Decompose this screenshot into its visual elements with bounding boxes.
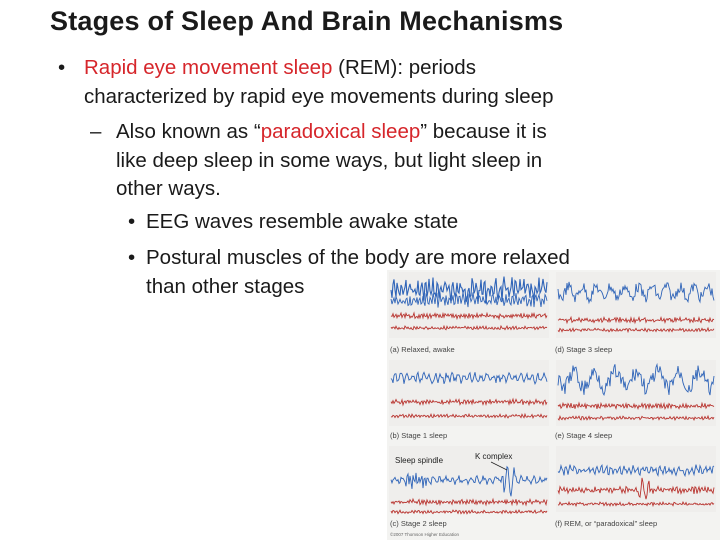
figure-copyright: ©2007 Thomson Higher Education [390, 532, 460, 537]
label-k-complex: K complex [475, 452, 513, 461]
eog-trace-stage2 [391, 510, 547, 514]
caption-awake: (a) Relaxed, awake [390, 345, 455, 354]
emg-trace-stage1 [391, 399, 547, 405]
bullet-1-line-2: characterized by rapid eye movements during sleep [84, 85, 554, 108]
eeg-trace-stage2 [391, 467, 547, 497]
emg-trace-stage2 [391, 499, 547, 505]
bullet-1-line-1 [84, 58, 476, 79]
bullet-3-marker: • [128, 210, 136, 233]
bullet-2-marker: – [90, 120, 102, 143]
eeg-traces [387, 270, 720, 540]
caption-stage1: (b) Stage 1 sleep [390, 431, 448, 440]
emg-trace-stage3 [558, 317, 714, 323]
caption-stage3: (d) Stage 3 sleep [555, 345, 613, 354]
eeg-figure [387, 270, 720, 540]
bullet-4-marker: • [128, 246, 136, 269]
bullet-2-line-3: other ways. [116, 177, 221, 200]
eog-trace-awake [391, 326, 547, 330]
bullet-4-line-1: Postural muscles of the body are more relaxed [146, 246, 570, 269]
bullet-2-line-2: like deep sleep in some ways, but light sleep in [116, 149, 543, 172]
term-rem: Rapid eye movement sleep [84, 56, 333, 79]
eeg-trace-stage4 [558, 364, 714, 395]
caption-rem: (f) REM, or “paradoxical” sleep [555, 519, 658, 528]
eog-trace-stage1 [391, 414, 547, 418]
emg-trace-stage4 [558, 403, 714, 409]
eog-trace-rem [558, 502, 714, 506]
bullet-1-rest: (REM): periods [332, 56, 476, 79]
emg-trace-awake [391, 313, 547, 319]
caption-stage2: (c) Stage 2 sleep [390, 519, 447, 528]
bullet-1-marker: • [58, 56, 66, 79]
bullet-2-pre: Also known as “ [116, 120, 261, 143]
k-complex-pointer [491, 462, 507, 470]
eeg-trace-stage1 [391, 372, 547, 384]
bullet-3-text: EEG waves resemble awake state [146, 210, 459, 233]
label-sleep-spindle: Sleep spindle [395, 456, 444, 465]
eeg-trace-rem [558, 465, 714, 476]
bullet-4-line-2: than other stages [146, 275, 305, 298]
caption-stage4: (e) Stage 4 sleep [555, 431, 613, 440]
eog-trace-stage4 [558, 416, 714, 420]
bullet-2-post: ” because it is [420, 120, 547, 143]
eeg-trace-stage3 [558, 282, 714, 303]
bullet-2-line-1 [116, 122, 547, 143]
eeg-trace-awake-2 [391, 292, 547, 307]
emg-trace-rem [558, 478, 714, 499]
slide-title: Stages of Sleep And Brain Mechanisms [50, 6, 564, 36]
eog-trace-stage3 [558, 328, 714, 332]
term-paradoxical: paradoxical sleep [260, 120, 421, 143]
